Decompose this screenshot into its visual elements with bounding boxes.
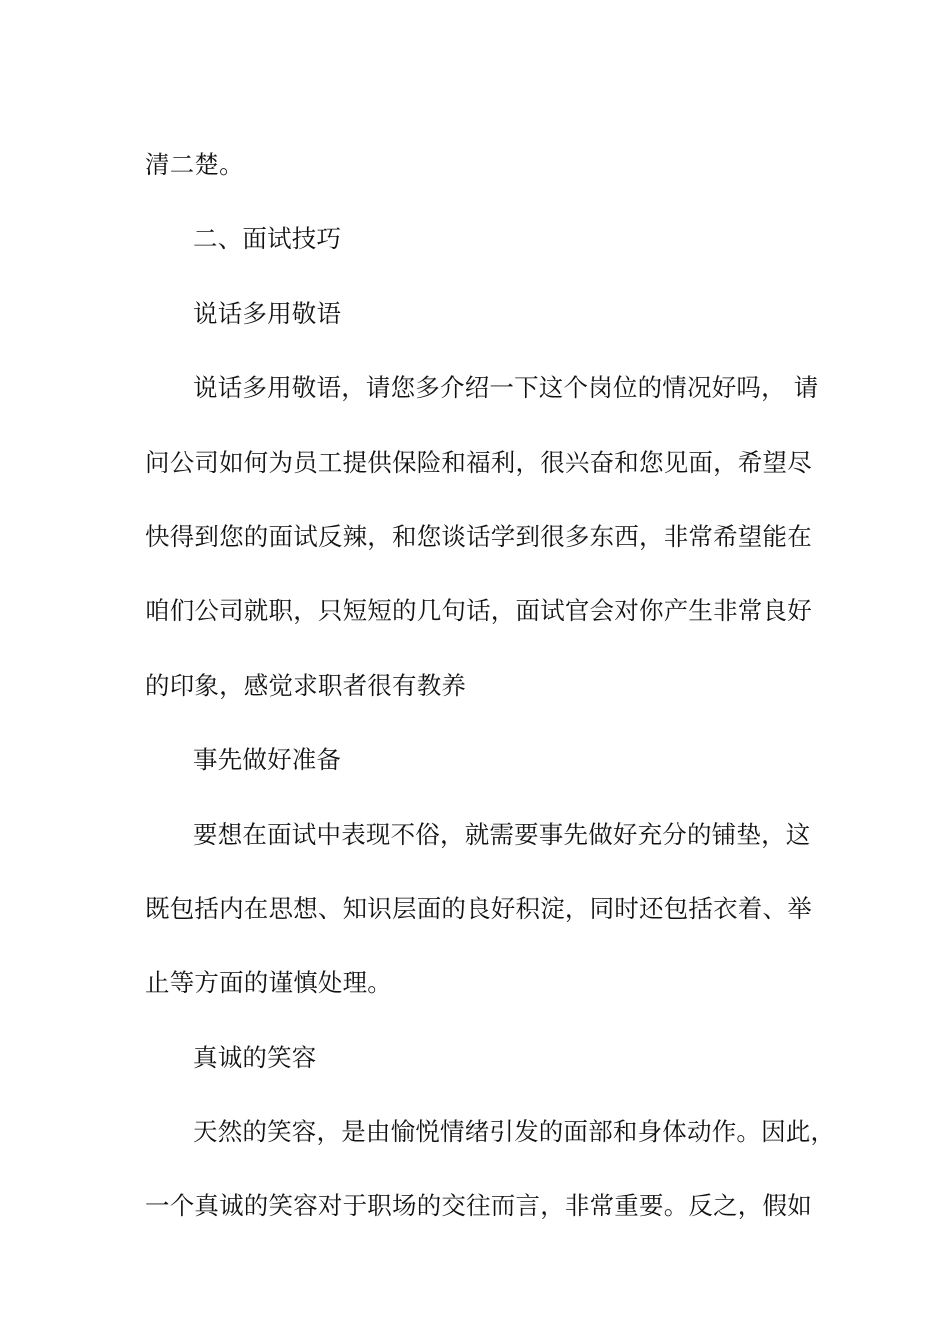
paragraph-line: 一个真诚的笑容对于职场的交往而言，非常重要。反之，假如 (145, 1191, 812, 1221)
paragraph-continuation: 清二楚。 (145, 150, 244, 179)
subheading-polite-language: 说话多用敬语 (193, 298, 342, 328)
paragraph-line: 说话多用敬语，请您多介绍一下这个岗位的情况好吗， 请 (193, 373, 819, 403)
paragraph-line: 的印象，感觉求职者很有教养 (145, 670, 467, 700)
subheading-preparation: 事先做好准备 (193, 745, 342, 775)
paragraph-line: 咱们公司就职，只短短的几句话，面试官会对你产生非常良好 (145, 596, 812, 626)
document-body (145, 128, 836, 1244)
paragraph-line: 天然的笑容，是由愉悦情绪引发的面部和身体动作。因此， (193, 1117, 836, 1147)
paragraph-line: 快得到您的面试反辣，和您谈话学到很多东西，非常希望能在 (145, 521, 812, 551)
paragraph-line: 要想在面试中表现不俗，就需要事先做好充分的铺垫，这 (193, 819, 811, 849)
subheading-sincere-smile: 真诚的笑容 (193, 1042, 317, 1072)
paragraph-line: 问公司如何为员工提供保险和福利，很兴奋和您见面，希望尽 (145, 447, 812, 477)
paragraph-line: 止等方面的谨慎处理。 (145, 968, 392, 998)
section-heading: 二、面试技巧 (193, 224, 342, 254)
paragraph-line: 既包括内在思想、知识层面的良好积淀，同时还包括衣着、举 (145, 893, 812, 923)
